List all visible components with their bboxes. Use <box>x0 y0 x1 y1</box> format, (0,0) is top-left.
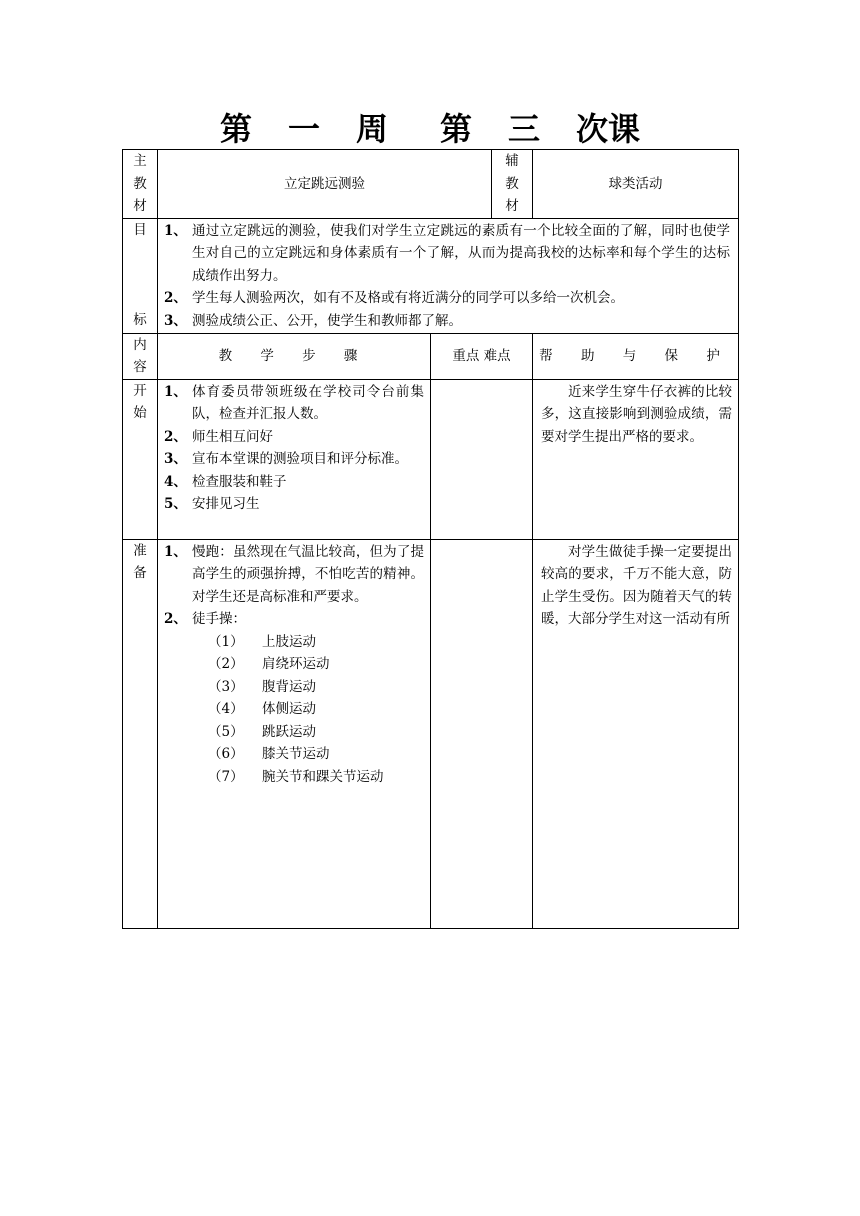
content-label <box>123 333 158 379</box>
focus-header: 重点 难点 <box>431 333 533 379</box>
goal-label <box>123 218 158 333</box>
sub-number: （5） <box>208 723 244 740</box>
item-number: 4、 <box>164 473 187 490</box>
sub-text: 膝关节运动 <box>262 746 330 762</box>
label-char: 辅 <box>505 153 519 169</box>
sub-number: （3） <box>208 678 244 695</box>
sub-text: 体侧运动 <box>262 701 316 717</box>
main-material-label <box>123 150 158 219</box>
start-label <box>123 379 158 539</box>
goal-item <box>164 287 730 310</box>
sub-item <box>198 676 430 699</box>
item-text: 学生每人测验两次，如有不及格或有将近满分的同学可以多给一次机会。 <box>192 290 624 306</box>
item-text: 宣布本堂课的测验项目和评分标准。 <box>192 451 408 467</box>
item-text: 徒手操： <box>192 611 246 627</box>
sub-text: 跳跃运动 <box>262 723 316 740</box>
sub-item <box>198 698 430 721</box>
lesson-title <box>0 104 860 150</box>
sub-number: （1） <box>208 633 244 650</box>
help-header: 帮 助 与 保 护 <box>533 333 739 379</box>
sub-number: （6） <box>208 746 244 762</box>
prep-help <box>533 539 739 928</box>
label-char: 准 <box>133 542 147 559</box>
goal-item <box>164 310 730 333</box>
goal-content <box>158 218 739 333</box>
help-text: 近来学生穿牛仔衣裤的比较多，这直接影响到测验成绩，需要对学生提出严格的要求。 <box>541 383 732 445</box>
item-number: 2、 <box>164 611 187 627</box>
title-part: 三 <box>508 110 541 148</box>
material-row <box>123 150 739 219</box>
label-char: 标 <box>133 312 147 328</box>
aux-material-content: 球类活动 <box>533 150 739 219</box>
sub-text: 肩绕环运动 <box>262 656 330 672</box>
item-text: 慢跑：虽然现在气温比较高，但为了提高学生的顽强拚搏，不怕吃苦的精神。对学生还是高标准和严要求。 <box>192 543 424 605</box>
item-text: 测验成绩公正、公开，使学生和教师都了解。 <box>192 312 462 329</box>
label-char: 教 <box>505 175 519 192</box>
aux-material-label <box>492 150 533 219</box>
item-text: 体育委员带领班级在学校司令台前集队，检查并汇报人数。 <box>192 383 424 422</box>
item-number: 3、 <box>164 451 187 467</box>
steps-header: 教 学 步 骤 <box>158 333 431 379</box>
goal-row <box>123 218 739 333</box>
item-number: 2、 <box>164 428 187 445</box>
title-part: 次课 <box>576 110 641 148</box>
sub-item <box>198 721 430 744</box>
item-number: 1、 <box>164 543 187 560</box>
goal-item <box>164 220 730 288</box>
label-char: 主 <box>133 153 147 169</box>
sub-item <box>198 743 430 766</box>
header-row <box>123 333 739 379</box>
title-part: 一 <box>287 110 320 148</box>
label-char: 开 <box>133 382 147 399</box>
item-text: 检查服装和鞋子 <box>192 473 287 490</box>
start-help <box>533 379 739 539</box>
label-char: 备 <box>133 565 147 581</box>
step-item <box>164 426 424 449</box>
item-number: 5、 <box>164 496 187 512</box>
sub-number: （7） <box>208 768 244 785</box>
label-char: 内 <box>133 336 147 353</box>
sub-text: 腕关节和踝关节运动 <box>262 768 384 785</box>
item-text: 安排见习生 <box>192 496 260 512</box>
sub-text: 腹背运动 <box>262 678 316 695</box>
label-char: 材 <box>133 198 147 214</box>
sub-item <box>198 631 430 654</box>
start-focus <box>431 379 533 539</box>
item-number: 3、 <box>164 312 187 329</box>
sub-text: 上肢运动 <box>262 633 316 650</box>
item-number: 1、 <box>164 383 187 400</box>
help-text: 对学生做徒手操一定要提出较高的要求，千万不能大意，防止学生受伤。因为随着天气的转暖，大部分学生对这一活动有所 <box>541 543 732 627</box>
title-part: 第 <box>440 110 473 148</box>
label-char: 材 <box>505 198 519 214</box>
sub-number: （4） <box>208 701 244 717</box>
sub-number: （2） <box>208 656 244 672</box>
sub-item <box>198 766 430 789</box>
step-item <box>164 448 424 471</box>
sub-item <box>198 653 430 676</box>
label-char: 目 <box>133 221 147 238</box>
step-item <box>164 541 424 609</box>
step-item <box>164 608 424 631</box>
title-part: 第 <box>219 110 252 148</box>
prep-focus <box>431 539 533 928</box>
start-row <box>123 379 739 539</box>
main-material-content: 立定跳远测验 <box>158 150 492 219</box>
item-number: 2、 <box>164 290 187 306</box>
step-item <box>164 493 424 516</box>
lesson-plan-table <box>122 149 739 929</box>
label-char: 容 <box>133 359 147 375</box>
prep-row <box>123 539 739 928</box>
item-number: 1、 <box>164 222 187 239</box>
step-item <box>164 471 424 494</box>
start-steps <box>158 379 431 539</box>
item-text: 师生相互问好 <box>192 428 273 445</box>
title-part: 周 <box>355 110 388 148</box>
prep-label <box>123 539 158 928</box>
label-char: 始 <box>133 405 147 421</box>
step-item <box>164 381 424 426</box>
label-char: 教 <box>133 175 147 192</box>
item-text: 通过立定跳远的测验，使我们对学生立定跳远的素质有一个比较全面的了解，同时也使学生对自己的立定跳远和身体素质有一个了解，从而为提高我校的达标率和每个学生的达标成绩作出努力。 <box>192 222 730 284</box>
prep-steps <box>158 539 431 928</box>
